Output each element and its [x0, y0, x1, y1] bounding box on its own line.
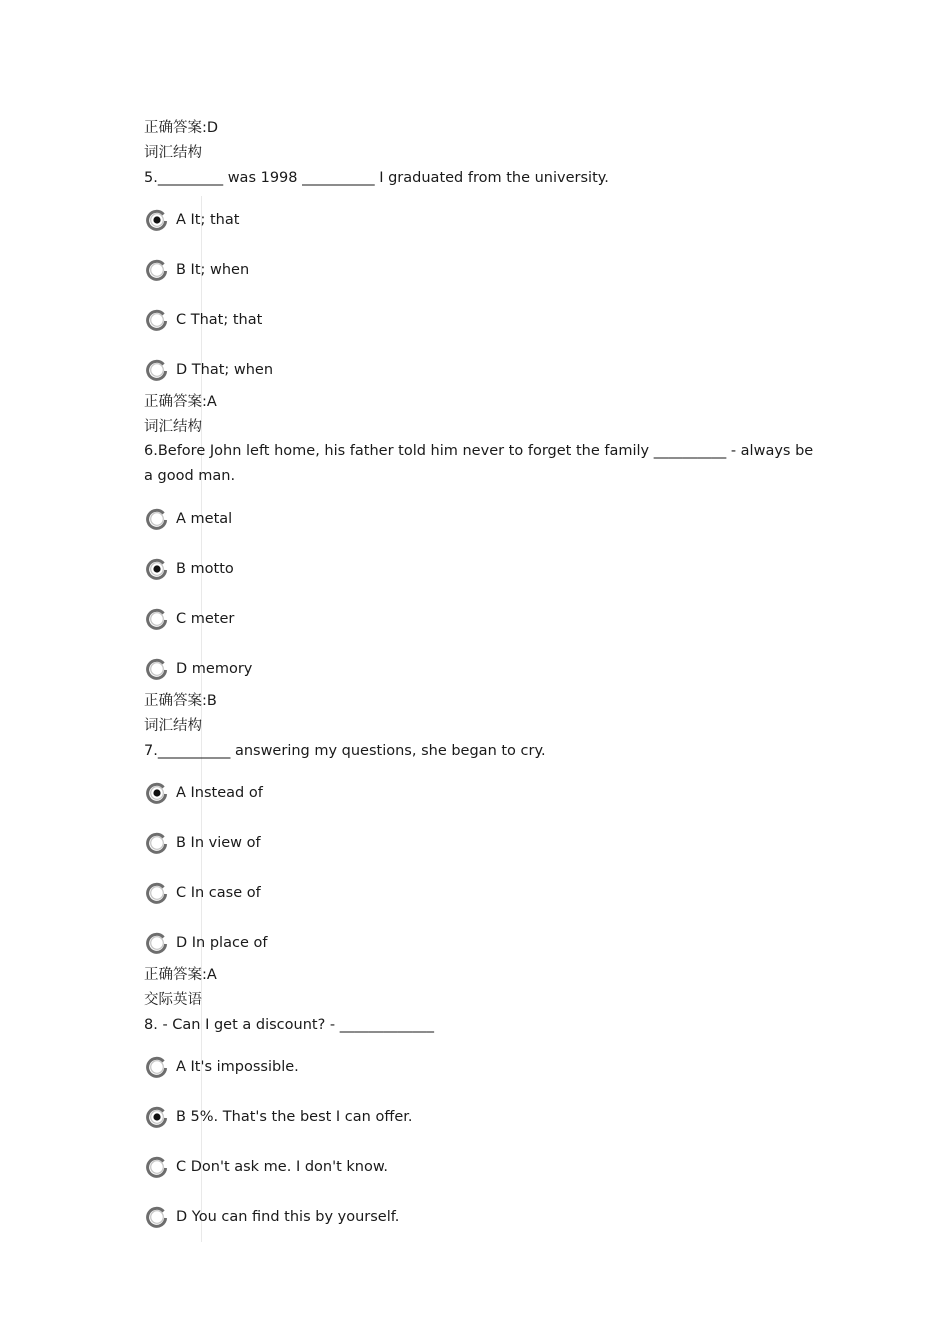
option-label: C That; that: [176, 312, 263, 328]
question-text: 6.Before John left home, his father told him never to forget the family __________ - always be a good man.: [144, 443, 814, 484]
answer-line: 正确答案:A: [144, 967, 217, 983]
question-text: 8. - Can I get a discount? - _____________: [144, 1017, 434, 1033]
question-text: 5._________ was 1998 __________ I graduated from the university.: [144, 170, 609, 186]
option-q5-b[interactable]: [146, 256, 249, 284]
option-label: B It; when: [176, 262, 250, 278]
radio-selected-icon[interactable]: [146, 558, 168, 580]
option-label: D In place of: [176, 935, 268, 951]
option-q8-b[interactable]: [146, 1103, 413, 1131]
question-category: 词汇结构: [144, 718, 202, 734]
radio-unselected-icon[interactable]: [146, 1156, 168, 1178]
radio-unselected-icon[interactable]: [146, 1056, 168, 1078]
option-label: A metal: [176, 511, 233, 527]
option-label: B 5%. That's the best I can offer.: [176, 1109, 413, 1125]
option-q7-a[interactable]: [146, 779, 263, 807]
option-label: A Instead of: [176, 785, 263, 801]
option-q6-a[interactable]: [146, 505, 232, 533]
radio-unselected-icon[interactable]: [146, 309, 168, 331]
answer-line: 正确答案:D: [144, 120, 219, 136]
question-text: 7.__________ answering my questions, she began to cry.: [144, 743, 546, 759]
option-q6-d[interactable]: [146, 655, 252, 683]
option-q5-c[interactable]: [146, 306, 262, 334]
option-q5-d[interactable]: [146, 356, 273, 384]
option-label: D memory: [176, 661, 253, 677]
radio-unselected-icon[interactable]: [146, 359, 168, 381]
answer-line: 正确答案:A: [144, 394, 217, 410]
option-label: B In view of: [176, 835, 261, 851]
option-label: C meter: [176, 611, 235, 627]
radio-unselected-icon[interactable]: [146, 932, 168, 954]
option-label: A It's impossible.: [176, 1059, 299, 1075]
question-category: 交际英语: [144, 992, 202, 1008]
option-q8-c[interactable]: [146, 1153, 388, 1181]
option-q5-a[interactable]: [146, 206, 239, 234]
radio-selected-icon[interactable]: [146, 1106, 168, 1128]
question-category: 词汇结构: [144, 419, 202, 435]
option-q6-c[interactable]: [146, 605, 234, 633]
option-label: C In case of: [176, 885, 261, 901]
radio-unselected-icon[interactable]: [146, 882, 168, 904]
option-label: D That; when: [176, 362, 274, 378]
question-category: 词汇结构: [144, 145, 202, 161]
option-label: A It; that: [176, 212, 240, 228]
answer-line: 正确答案:B: [144, 693, 217, 709]
option-q7-c[interactable]: [146, 879, 261, 907]
radio-unselected-icon[interactable]: [146, 1206, 168, 1228]
option-q7-d[interactable]: [146, 929, 267, 957]
option-label: B motto: [176, 561, 234, 577]
option-q7-b[interactable]: [146, 829, 261, 857]
radio-unselected-icon[interactable]: [146, 259, 168, 281]
radio-unselected-icon[interactable]: [146, 832, 168, 854]
option-label: D You can find this by yourself.: [176, 1209, 400, 1225]
radio-selected-icon[interactable]: [146, 782, 168, 804]
option-q8-a[interactable]: [146, 1053, 299, 1081]
radio-unselected-icon[interactable]: [146, 508, 168, 530]
radio-unselected-icon[interactable]: [146, 658, 168, 680]
radio-selected-icon[interactable]: [146, 209, 168, 231]
radio-unselected-icon[interactable]: [146, 608, 168, 630]
option-q8-d[interactable]: [146, 1203, 399, 1231]
option-q6-b[interactable]: [146, 555, 234, 583]
option-label: C Don't ask me. I don't know.: [176, 1159, 388, 1175]
